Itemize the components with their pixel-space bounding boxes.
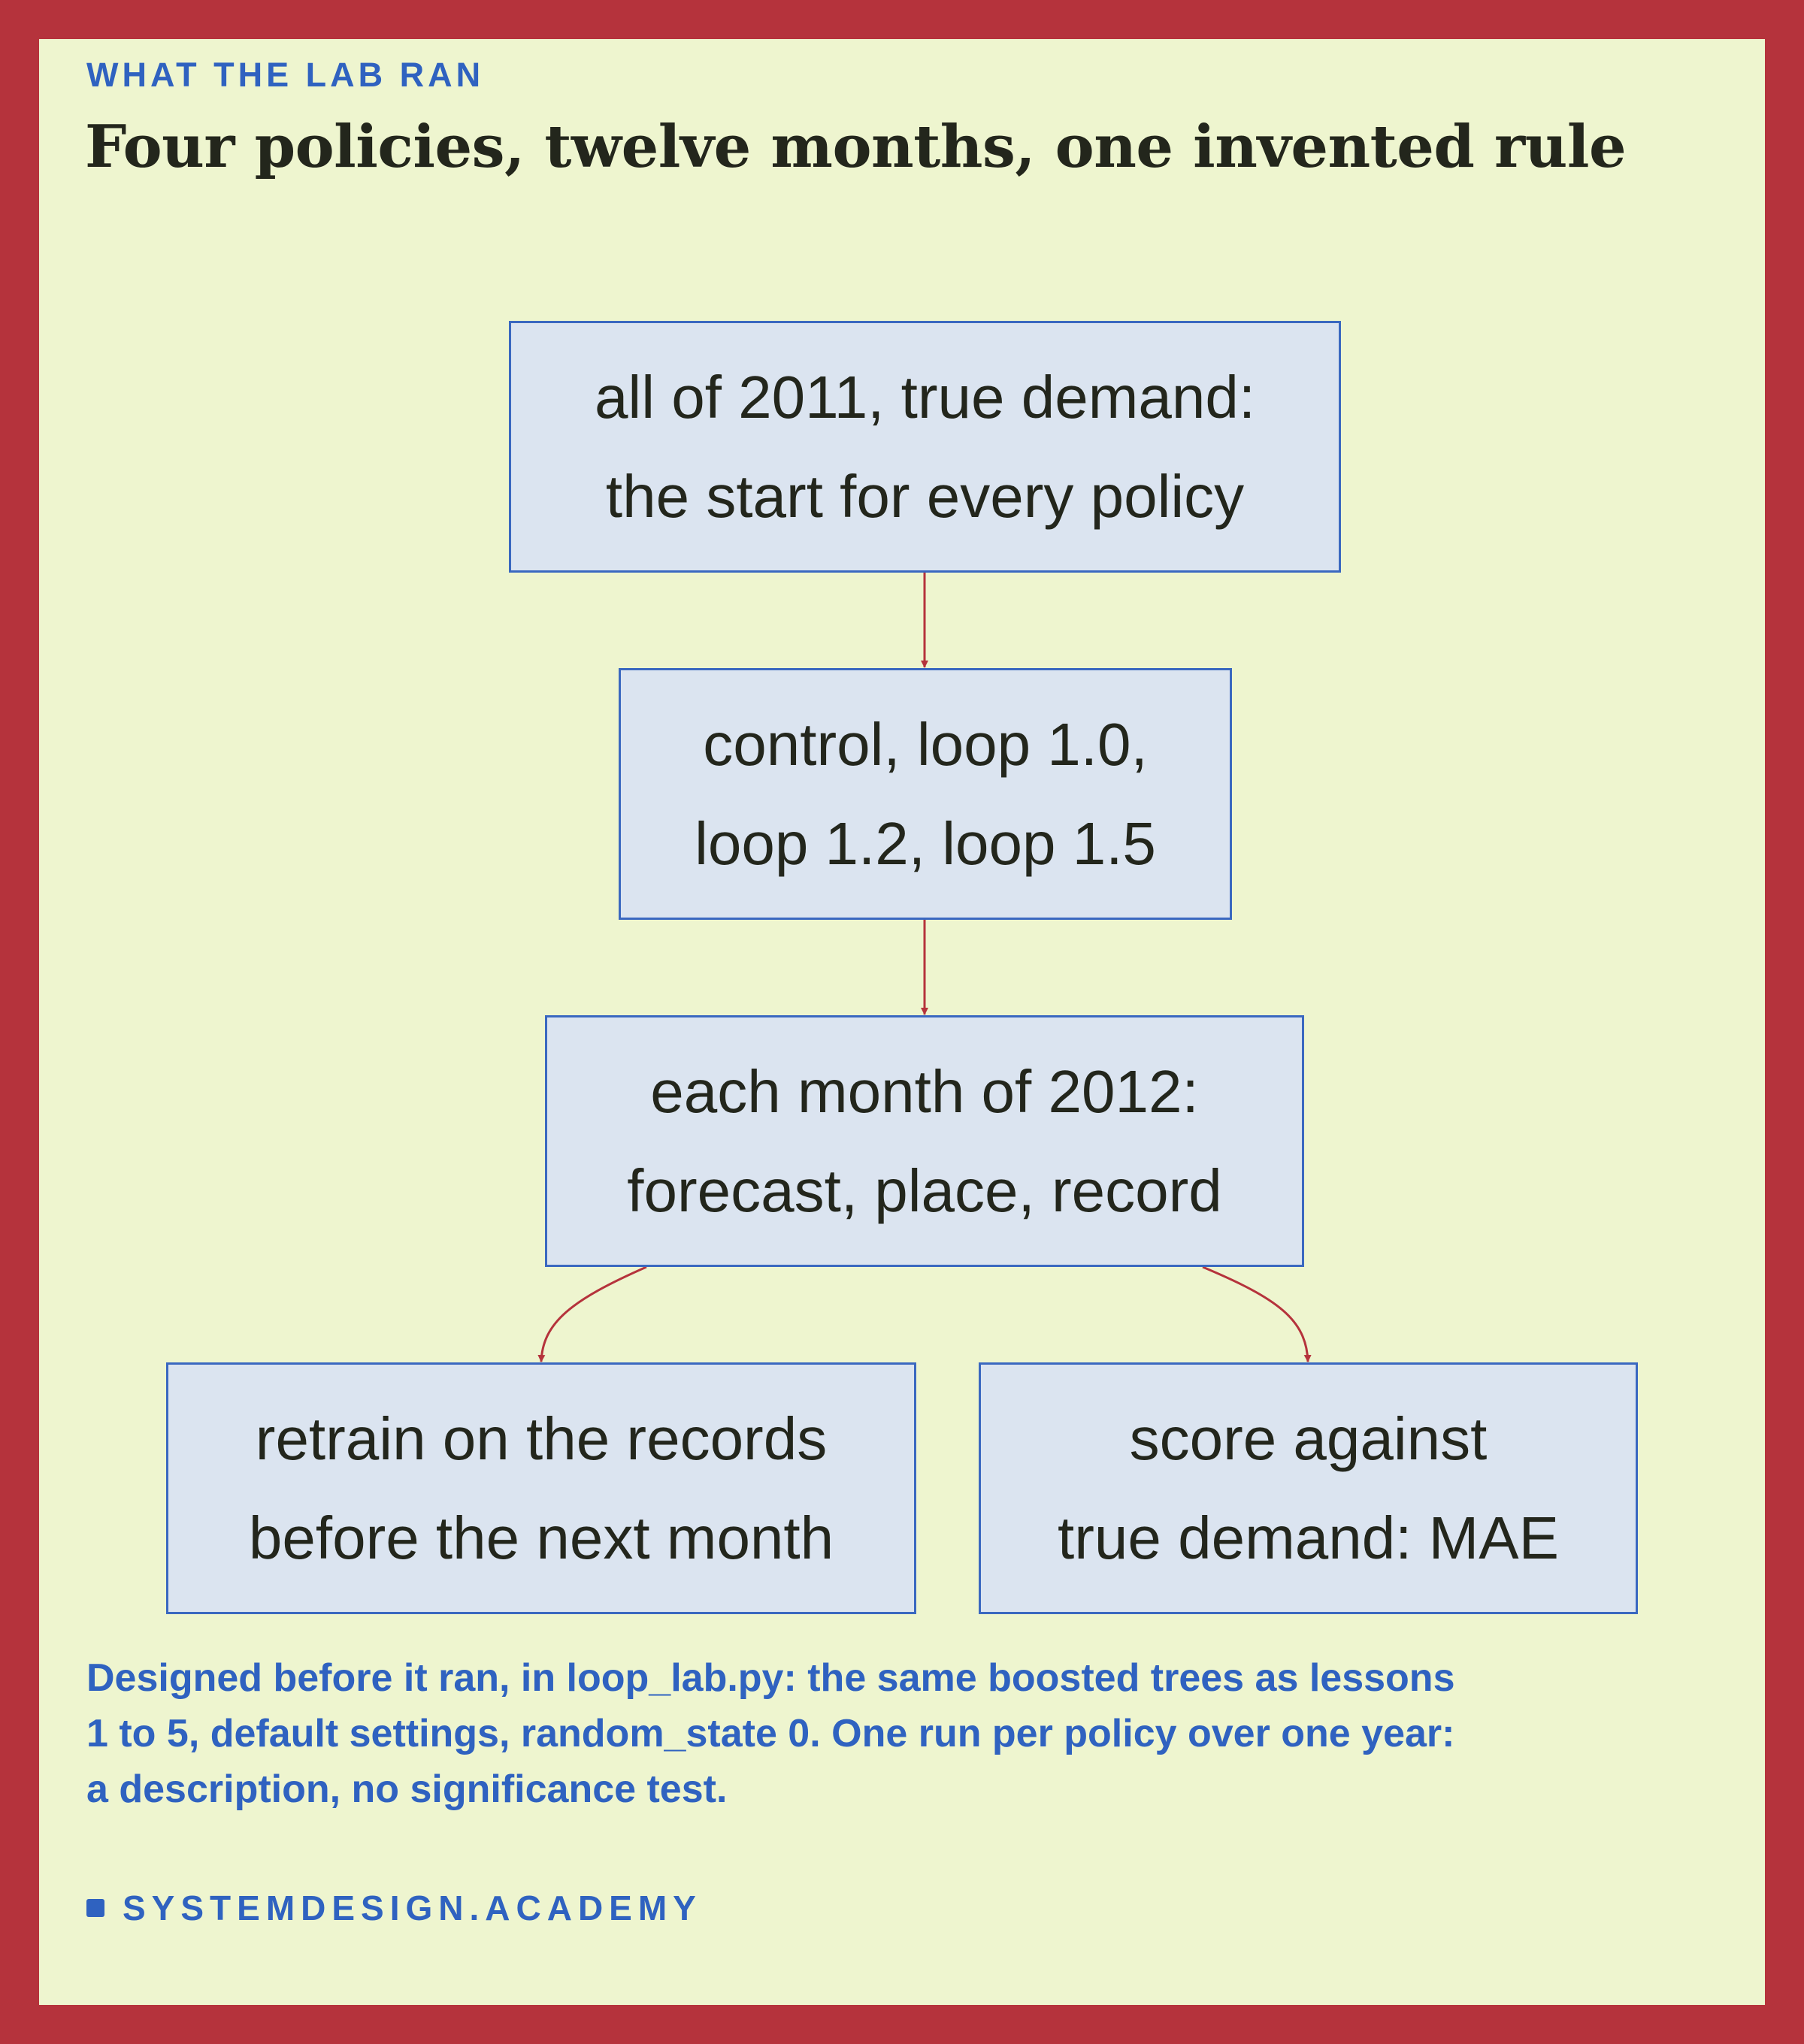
flow-node-score [979, 1362, 1638, 1614]
flow-node-policies [619, 668, 1232, 920]
arrow-monthly-to-retrain [541, 1267, 646, 1362]
flow-node-start-line-2: the start for every policy [605, 462, 1245, 530]
page-title: Four policies, twelve months, one invented rule [85, 113, 1627, 181]
method-note-line-2: 1 to 5, default settings, random_state 0. One run per policy over one year: [86, 1712, 1455, 1755]
brand-square-icon [86, 1899, 104, 1917]
flow-node-start [509, 321, 1341, 573]
flow-node-score-line-1: score against [1129, 1404, 1488, 1472]
flow-node-policies-line-1: control, loop 1.0, [703, 710, 1148, 778]
eyebrow-label: WHAT THE LAB RAN [86, 56, 485, 94]
flow-node-policies-line-2: loop 1.2, loop 1.5 [695, 809, 1156, 877]
method-note [86, 1650, 1680, 1817]
flow-node-monthly [545, 1015, 1304, 1267]
method-note-line-3: a description, no significance test. [86, 1767, 728, 1811]
method-note-line-1: Designed before it ran, in loop_lab.py: the same boosted trees as lessons [86, 1656, 1455, 1700]
flow-node-monthly-line-1: each month of 2012: [650, 1057, 1199, 1125]
arrow-monthly-to-score [1203, 1267, 1308, 1362]
brand-footer [86, 1888, 702, 1928]
flow-node-retrain [166, 1362, 916, 1614]
flow-node-retrain-line-2: before the next month [248, 1504, 834, 1571]
flow-node-retrain-line-1: retrain on the records [255, 1404, 828, 1472]
flow-node-monthly-line-2: forecast, place, record [627, 1157, 1222, 1224]
flow-node-start-line-1: all of 2011, true demand: [594, 363, 1256, 431]
brand-name: SYSTEMDESIGN.ACADEMY [123, 1888, 702, 1928]
flow-node-score-line-2: true demand: MAE [1058, 1504, 1559, 1571]
